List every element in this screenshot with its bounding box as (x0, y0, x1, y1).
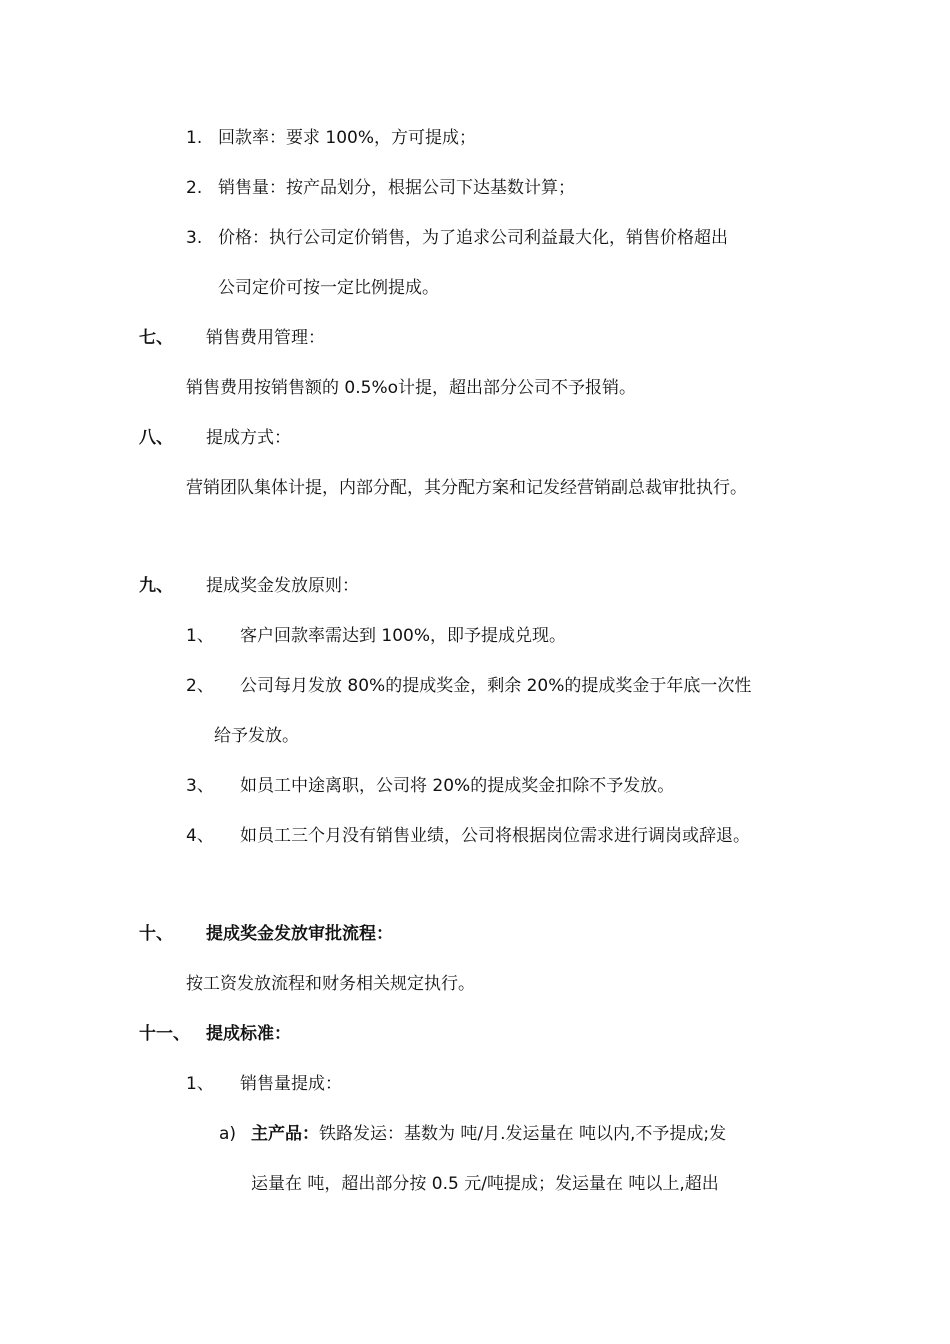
section-title: 提成奖金发放原则： (206, 576, 359, 596)
list-item-text: 如员工三个月没有销售业绩，公司将根据岗位需求进行调岗或辞退。 (240, 826, 750, 846)
list-item-text: 价格：执行公司定价销售，为了追求公司利益最大化，销售价格超出 (218, 228, 728, 248)
section-title: 提成方式： (206, 428, 291, 448)
list-item-continuation: 公司定价可按一定比例提成。 (218, 278, 439, 298)
list-number: 3. (186, 228, 203, 248)
list-number: 1、 (186, 626, 214, 646)
section-title: 提成标准： (206, 1024, 291, 1044)
list-item-text: 如员工中途离职，公司将 20%的提成奖金扣除不予发放。 (240, 776, 675, 796)
section-number: 十一、 (139, 1024, 190, 1044)
list-number: 4、 (186, 826, 214, 846)
section-number: 八、 (139, 428, 173, 448)
section-title: 提成奖金发放审批流程： (206, 924, 393, 944)
section-number: 九、 (139, 576, 173, 596)
section-number: 七、 (139, 328, 173, 348)
list-item-text: 客户回款率需达到 100%，即予提成兑现。 (240, 626, 567, 646)
section-body: 销售费用按销售额的 0.5%o计提，超出部分公司不予报销。 (186, 378, 636, 398)
list-item-text: 回款率：要求 100%，方可提成； (218, 128, 477, 148)
sub-list-item (251, 1122, 726, 1146)
section-title: 销售费用管理： (206, 328, 325, 348)
list-item-continuation: 给予发放。 (214, 726, 299, 746)
sub-list-continuation: 运量在 吨，超出部分按 0.5 元/吨提成；发运量在 吨以上,超出 (251, 1174, 719, 1194)
list-number: 2. (186, 178, 203, 198)
list-item-text: 销售量：按产品划分，根据公司下达基数计算； (218, 178, 575, 198)
sub-list-label: 主产品： (251, 1124, 319, 1144)
list-number: 3、 (186, 776, 214, 796)
list-number: 1. (186, 128, 203, 148)
sub-list-number: a) (219, 1124, 237, 1144)
list-number: 2、 (186, 676, 214, 696)
sub-list-text: 铁路发运：基数为 吨/月.发运量在 吨以内,不予提成;发 (319, 1124, 727, 1144)
list-number: 1、 (186, 1074, 214, 1094)
list-item-text: 公司每月发放 80%的提成奖金，剩余 20%的提成奖金于年底一次性 (240, 676, 752, 696)
section-body: 营销团队集体计提，内部分配，其分配方案和记发经营销副总裁审批执行。 (186, 478, 747, 498)
section-body: 按工资发放流程和财务相关规定执行。 (186, 974, 475, 994)
section-number: 十、 (139, 924, 173, 944)
list-item-text: 销售量提成： (240, 1074, 342, 1094)
